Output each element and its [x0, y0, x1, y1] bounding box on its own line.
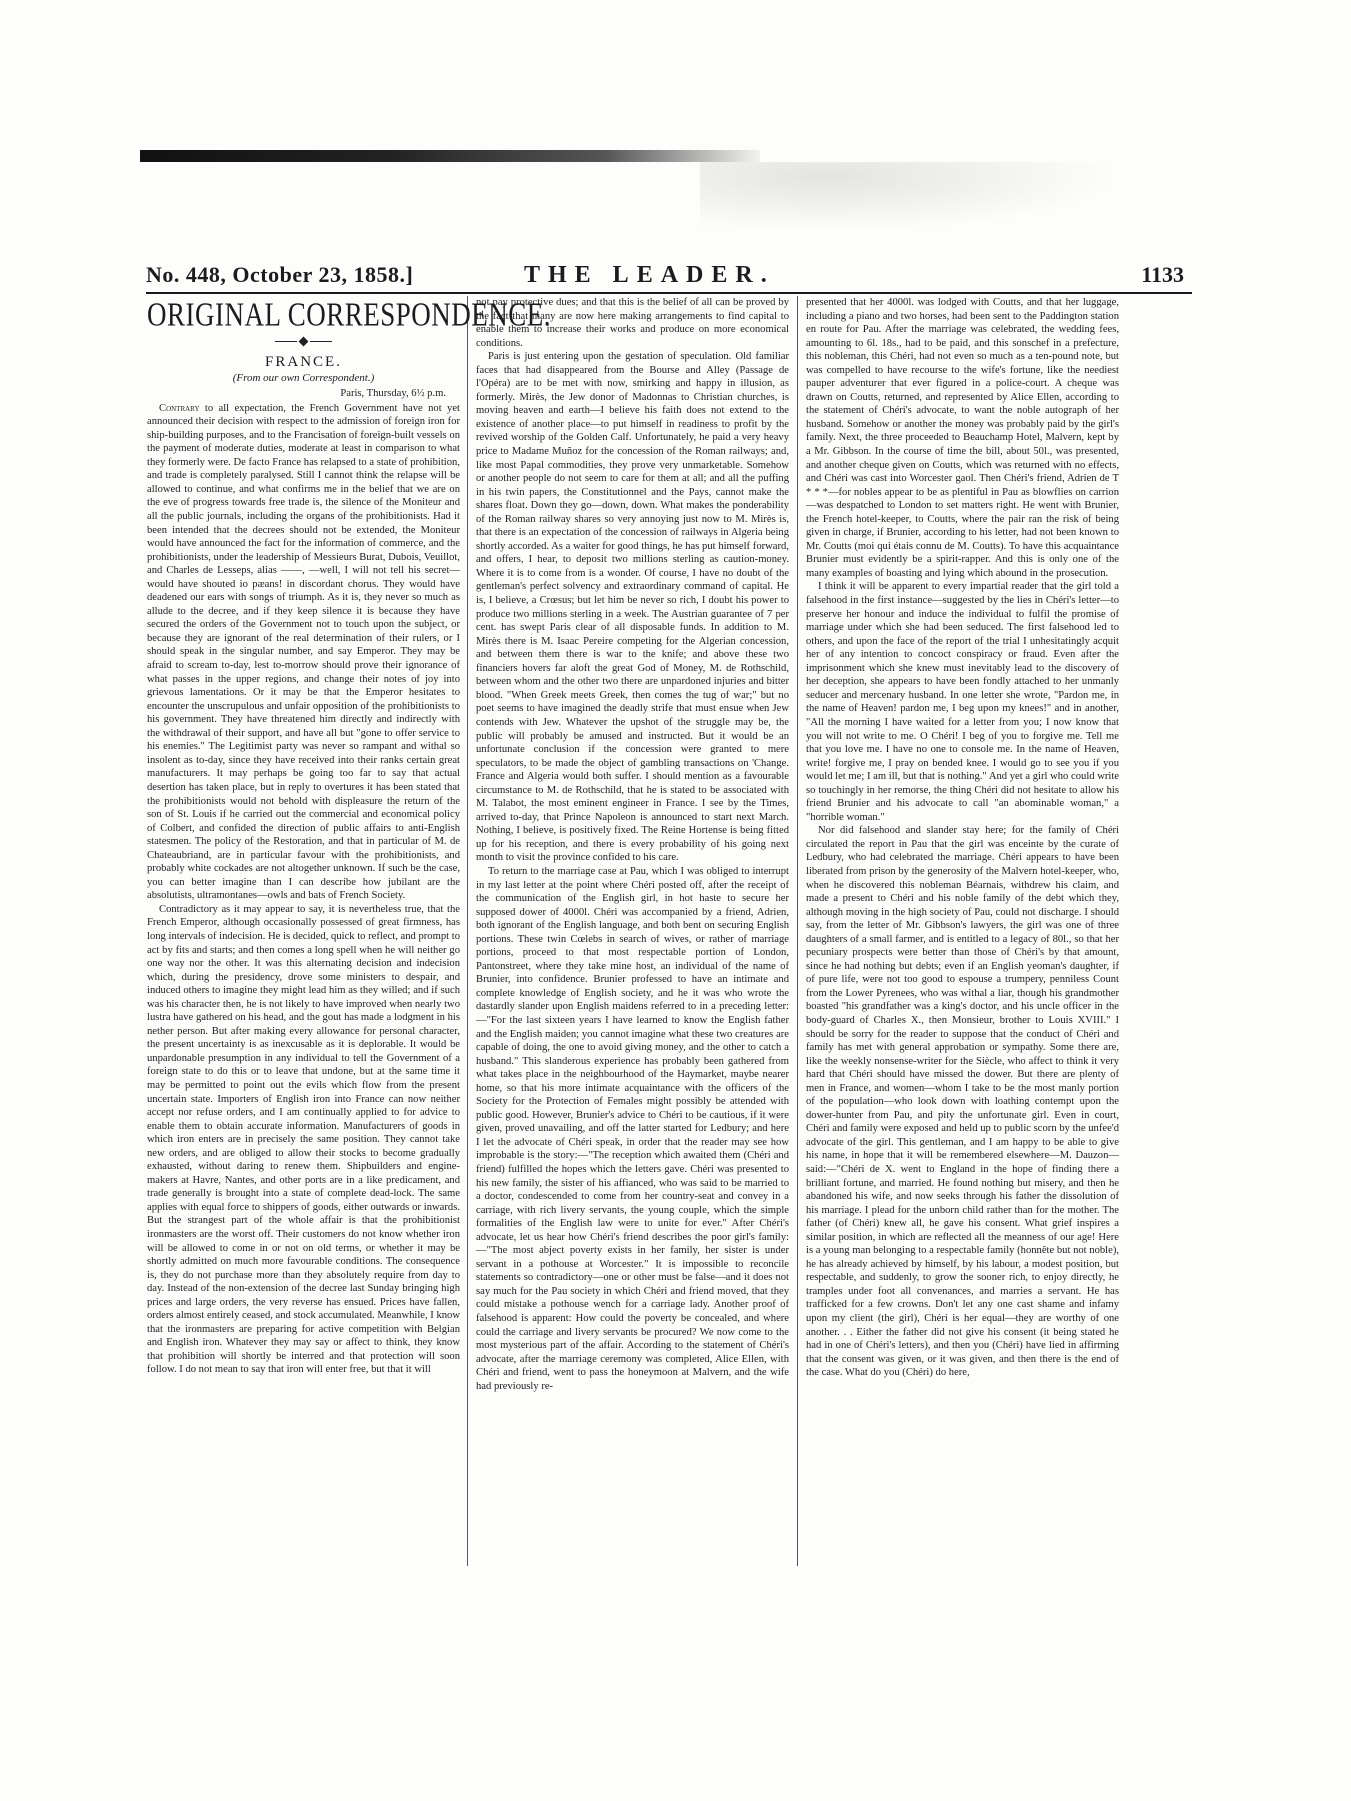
paragraph: Contradictory as it may appear to say, it is nevertheless true, that the French Emperor, although occasionally possessed of great firmness, has long intervals of indecision. He is decided, quick to reflect, and prompt to act by fits and starts; and then comes a long spell when he will neither go one way nor the other. It was this alternating decision and indecision which, during the presidency, drove some ministers to despair, and induced others to imagine they might lead him as they willed; and if such was his character then, he is not likely to have improved when nearly two lustra have gathered on his head, and the gout has made a lodgment in his nether person. But after making every allowance for personal character, the present uncertainty is as inexcusable as it is deplorable. It would be unpardonable presumption in any individual to tell the Government of a foreign state to do this or to leave that undone, but at the same time it may be permitted to point out the evils which flow from the present uncertain state. Importers of English iron into France can now neither accept nor refuse orders, and I am continually applied to for advice to enable them to obtain accurate information. Manufacturers of goods in which iron enters are in precisely the same position. They cannot take new orders, and are obliged to allow their stocks to become gradually exhausted, without daring to renew them. Shipbuilders and engine-makers at Havre, Nantes, and other ports are in a like predicament, and trade generally is brought into a state of complete dead-lock. The same applies with equal force to shippers of goods, either outwards or inwards. But the strangest part of the whole affair is that the prohibitionist ironmasters are the worst off. Their customers do not know whether iron will be allowed to come in or not on old terms, or whether it may be shortly admitted on much more favourable conditions. The consequence is, they do not purchase more than they absolutely require from day to day. Instead of the non-extension of the decree last Sunday bringing high prices and large orders, the very reverse has ensued. Prices have fallen, orders almost entirely ceased, and stock accumulated. Meanwhile, I know that the ironmasters are preparing for active competition with Belgian and English iron. Whatever they may say or affect to think, they know that prohibition will shortly be interred and that protection will soon follow. I do not mean to say that iron will enter free, but that it will [147, 903, 460, 1376]
paragraph: Paris is just entering upon the gestation of speculation. Old familiar faces that had disappeared from the Bourse and Alley (Passage de l'Opéra) are to be met with now, smirking and happy in illusion, as formerly. Mirès, the Jew donor of Madonnas to Christian churches, is moving heaven and earth—I believe his faith does not extend to the existence of another place—to put himself in readiness to profit by the revived worship of the Golden Calf. Unfortunately, he paid a very heavy price to Madame Muñoz for the concession of the Roman railways; and, like most Papal commodities, they prove very unmarketable. Somehow or another people do not seem to care for them at all; and all the puffing in his twin papers, the Constitutionnel and the Pays, cannot make the shares float. Down they go—down, down. What makes the ponderability of the Roman railway shares so very annoying just now to M. Mirès is, that there is an expectation of the concession of railways in Algeria being shortly accorded. As a waiter for good things, he has put himself forward, and offers, I hear, to deposit two millions sterling as caution-money. Where it is to come from is a wonder. Of course, I have no doubt of the gentleman's perfect solvency and extraordinary command of capital. He is, I believe, a Crœsus; but let him be never so rich, I doubt his power to produce two millions sterling in a week. The Austrian guarantee of 7 per cent. has swept Paris clear of all disposable funds. In addition to M. Mirès there is M. Isaac Pereire competing for the Algerian concession, and between them there is war to the knife; and above these two financiers hovers far aloft the great God of Money, M. de Rothschild, between whom and the other two there are unpardoned injuries and bitter blood. "When Greek meets Greek, then comes the tug of war;" but no poet seems to have imagined the deadly strife that must ensue when Jew contends with Jew. Whatever the upshot of the struggle may be, the public will probably be amused and instructed. But it would be an unfortunate conclusion if the concession were granted to mere speculators, to be made the object of gambling transactions on 'Change. France and Algeria would both suffer. I should mention as a favourable circumstance to M. de Rothschild, that he is stated to be associated with M. Talabot, the most eminent engineer in France. I see by the Times, arrived to-day, that Prince Napoleon is announced to start next March. Nothing, I believe, is positively fixed. The Reine Hortense is being fitted up for his reception, and there is every probability of his going next month to visit the province confided to his care. [476, 351, 789, 864]
lead-word: Contrary [159, 402, 200, 414]
column-1 [147, 295, 552, 1377]
paragraph: Nor did falsehood and slander stay here; for the family of Chéri circulated the report in Pau that the girl was enceinte by the curate of Ledbury, who had celebrated the marriage. Chéri appears to have been liberated from prison by the generosity of the Malvern hotel-keeper, who, when he discovered this nobleman Béarnais, withdrew his claim, and made a present to Chéri and his noble family of the debt which they, although moving in the high society of Pau, could not discharge. I should say, from the letter of Mr. Gibbson's lawyers, the girl was one of three daughters of a small farmer, and is entitled to a legacy of 80l., so that her pecuniary prospects were better than those of Chéri's by that amount, since he had nothing but debts; even if an English yeoman's daughter, if of pure life, were not too good to espouse a trumpery, penniless Count from the Lower Pyrenees, who was withal a liar, though his grandmother boasted "his grandfather was a king's doctor, and his uncle officer in the body-guard of Charles X., then Monsieur, brother to Louis XVIII." I should be sorry for the reader to suppose that the conduct of Chéri and family has met with general approbation or sympathy. Some there are, like the weekly nonsense-writer for the Siècle, who affect to think it very hard that Chéri should have missed the dower. But there are plenty of men in France, and women—whom I take to be the most manly portion of the population—who look down with loathing contempt upon the dower-hunter from Pau, and pity the unfortunate girl. Even in court, Chéri and family were exposed and held up to public scorn by the unfee'd advocate of the girl. This gentleman, and I am happy to be able to give his name, in hope that it will be remembered elsewhere—M. Dauzon—said:—"Chéri de X. went to England in the hope of finding there a brilliant fortune, and married. He found nothing but misery, and then he abandoned his wife, and now seeks through his father the dissolution of his marriage. I plead for the unborn child rather than for the mother. The father (of Chéri) knew all, he gave his consent. What grief inspires a similar position, in which are reflected all the meanness of our age! Here is a young man belonging to a respectable family (honnête but not noble), he has already achieved by himself, by his labour, a modest position, but respectable, and suddenly, to grow the sooner rich, to enjoy directly, he tramples under foot all convenances, and marries a servant. He has trafficked for a few crowns. Don't let any one cast shame and infamy upon my client (the girl), Chéri is her equal—they are worthy of one another. . . Either the father did not give his consent (it being stated he had in one of Chéri's letters), and then you (Chéri) have lied in affirming that the consent was given, or it was given, and then there is the end of the case. What do you (Chéri) do here, [806, 825, 1119, 1379]
byline: (From our own Correspondent.) [232, 371, 375, 384]
paragraph: I think it will be apparent to every impartial reader that the girl told a falsehood in the first instance—suggested by the lies in Chéri's letter—to preserve her honour and induce the individual to fulfil the promise of marriage under which she had been seduced. The first falsehood led to others, and upon the face of the report of the trial I unhesitatingly acquit her of any intention to concoct conspiracy or fraud. Even after the imprisonment which she knew must inevitably lead to the discovery of her deception, she appears to have been fondly attached to her unmanly seducer and mercenary husband. In one letter she wrote, "Pardon me, in the name of Heaven! pardon me, I beg upon my knees!" and in another, "All the morning I have waited for a letter from you; I now know that you will not write to me. O Chéri! I beg of you to forgive me. Tell me that you love me. I have no one to console me. In the name of Heaven, write! forgive me, I pray on bended knee. I would go to see you if you would let me; I am ill, but that is nothing." And yet a girl who could write so touchingly in her remorse, the thing Chéri did not hesitate to allow his friend Brunier and his advocate to call "an abominable woman," a "horrible woman." [806, 581, 1119, 823]
paragraph: To return to the marriage case at Pau, which I was obliged to interrupt in my last letter at the point where Chéri posted off, after the receipt of the communication of the English girl, in hot haste to secure her supposed dower of 4000l. Chéri was accompanied by a friend, Adrien, both ignorant of the English language, and both bent on securing English portions. These twin Cœlebs in search of wives, or rather of marriage portions, proceed to that most respectable portion of London, Pantonstreet, where they take mine host, an individual of the name of Brunier, into confidence. Brunier professed to have an intimate and complete knowledge of English society, and he it was who wrote the dastardly slander upon English maidens referred to in a preceding letter: —"For the last sixteen years I have learned to know the English father and the English maiden; you cannot imagine what these two creatures are capable of doing, the one to avoid giving money, and the other to catch a husband." This slanderous experience has probably been gathered from what takes place in the neighbourhood of the Haymarket, maybe nearer home, so that his more intimate acquaintance with the officers of the Society for the Protection of Females might possibly be attended with public good. However, Brunier's advice to Chéri to be cautious, if it were given, proved unavailing, and off the latter started for Ledbury; and here I let the advocate of Chéri speak, in order that the reader may see how improbable is the story:—"The reception which awaited them (Chéri and friend) fulfilled the hopes which the letters gave. Chéri was presented to his new family, the sister of his affianced, who was said to be married to a doctor, condescended to come from her country-seat and convey in a carriage, with rich livery servants, the young couple, which the simple formalities of the English law were to unite for ever." After Chéri's advocate, let us hear how Chéri's friend describes the poor girl's family:—"The most abject poverty exists in her family, her sister is under servant in a pothouse at Worcester." It is impossible to reconcile statements so contradictory—one or other must be false—and it does not say much for the Pau society in which Chéri and friend moved, that they could mistake a pothouse wench for a carriage lady. Another proof of falsehood is apparent: How could the poverty be concealed, and where could the carriage and livery servants be procured? We now come to the most mysterious part of the affair. According to the statement of Chéri's advocate, after the marriage ceremony was completed, Alice Ellen, with Chéri and friend, went to pass the honeymoon at Malvern, and the wife had previously re- [476, 865, 789, 1392]
paragraph-text: to all expectation, the French Government have not yet announced their decision with respect to the admission of foreign iron for ship-building purposes, and to the Francisation of foreign-built vessels on the payment of moderate duties, moderate at least in comparison to what they formerly were. De facto France has relapsed to a state of prohibition, and trade is completely paralysed. Still I cannot think the relapse will be allowed to continue, and what confirms me in the belief that we are on the eve of progress towards free trade is, the silence of the Moniteur and all the public journals, including the organs of the prohibitionists. Had it been intended that the decrees should not be extended, the Moniteur would have announced the fact for the information of commerce, and the prohibitionists, under the leadership of Messieurs Burat, Dubois, Veuillot, and Charles de Lesseps, alias ——, —well, I will not tell his secret—would have shouted io pæans! in discordant chorus. They would have deadened our ears with songs of triumph. As it is, they never so much as allude to the decree, and if they keep silence it is because they have secured the orders of the Government not to touch upon the subject, or because they are ignorant of the real determination of their rulers, or I should speak in the singular number, and say Emperor. They may be afraid to scream to-day, lest to-morrow should prove their ignorance of what passes in the upper regions, and change their notes of joy into grievous lamentations. Or it may be that the Emperor hesitates to encounter the unscrupulous and unfair opposition of the prohibitionists to his government. They have threatened him directly and indirectly with the withdrawal of their support, and have all but "gone to offer service to his enemies." The Legitimist party was never so rampant and withal so insolent as to-day, since they have received into their ranks certain great manufacturers. It may perhaps be going too far to say that actual desertion has taken place, but in reply to overtures it has been stated that the prohibitionists would not behold with displeasure the return of the son of St. Louis if he carried out the commercial and economical policy of Colbert, and confided the direction of public affairs to anti-English statesmen. The policy of the Restoration, and that in particular of M. de Chateaubriand, are in particular favour with the prohibitionists, and probably white cockades are not altogether unknown. If such be the case, you can better imagine than I can describe how jubilant are the absolutists, ultramontanes—owls and bats of French Society. [147, 402, 460, 902]
column-3 [806, 296, 1119, 1380]
issue-date: No. 448, October 23, 1858.] [146, 262, 414, 287]
column-divider [797, 296, 798, 1566]
article-heading: FRANCE. [265, 354, 342, 370]
page-number: 1133 [1141, 262, 1184, 287]
paragraph: not pay protective dues; and that this is the belief of all can be proved by the fact that many are now here making arrangements to find capital to enable them to increase their works and produce on more economical conditions. [476, 297, 789, 349]
column-divider [467, 296, 468, 1566]
paragraph [147, 402, 460, 903]
paragraph: presented that her 4000l. was lodged with Coutts, and that her luggage, including a piano and two horses, had been sent to the Paddington station en route for Pau. After the marriage was celebrated, the wedding fees, amounting to 6l. 18s., had to be paid, and this sonschef in a prefecture, this nobleman, this Chéri, had not even so much as a ten-pound note, but was compelled to have recourse to the wife's fortune, like the neediest pauper adventurer that ever figured in a police-court. A cheque was drawn on Coutts, returned, and represented by Alice Ellen, according to the statement of Chéri's advocate, to want the noble autograph of her husband. Somehow or another the money was probably paid by the girl's family. Next, the three proceeded to Beauchamp Hotel, Malvern, kept by a Mr. Gibbson. In the course of time the bill, about 50l., was presented, and another cheque given on Coutts, which was returned with no effects, and Chéri was cast into Worcester gaol. Then Chéri's friend, Adrien de T * * *—for nobles appear to be as plentiful in Pau as blowflies on carrion—was despatched to London to set matters right. He went with Brunier, the French hotel-keeper, to Coutts, where the pair ran the risk of being given in charge, if Brunier, according to his letter, had not been known to Mr. Coutts (moi qui étais connu de M. Coutts). To have this acquaintance Brunier must evidently be a spirit-rapper. And this is only one of the many examples of boasting and lying which abound in the prosecution. [806, 297, 1119, 579]
ornament-divider [147, 334, 460, 348]
dateline: Paris, Thursday, 6½ p.m. [340, 388, 446, 400]
newspaper-title: THE LEADER. [524, 262, 775, 288]
scan-edge-shadow [140, 150, 760, 162]
section-heading: ORIGINAL CORRESPONDENCE. [147, 295, 552, 333]
masthead [146, 262, 1192, 292]
scan-smudge [700, 162, 1120, 232]
column-2 [476, 296, 789, 1393]
